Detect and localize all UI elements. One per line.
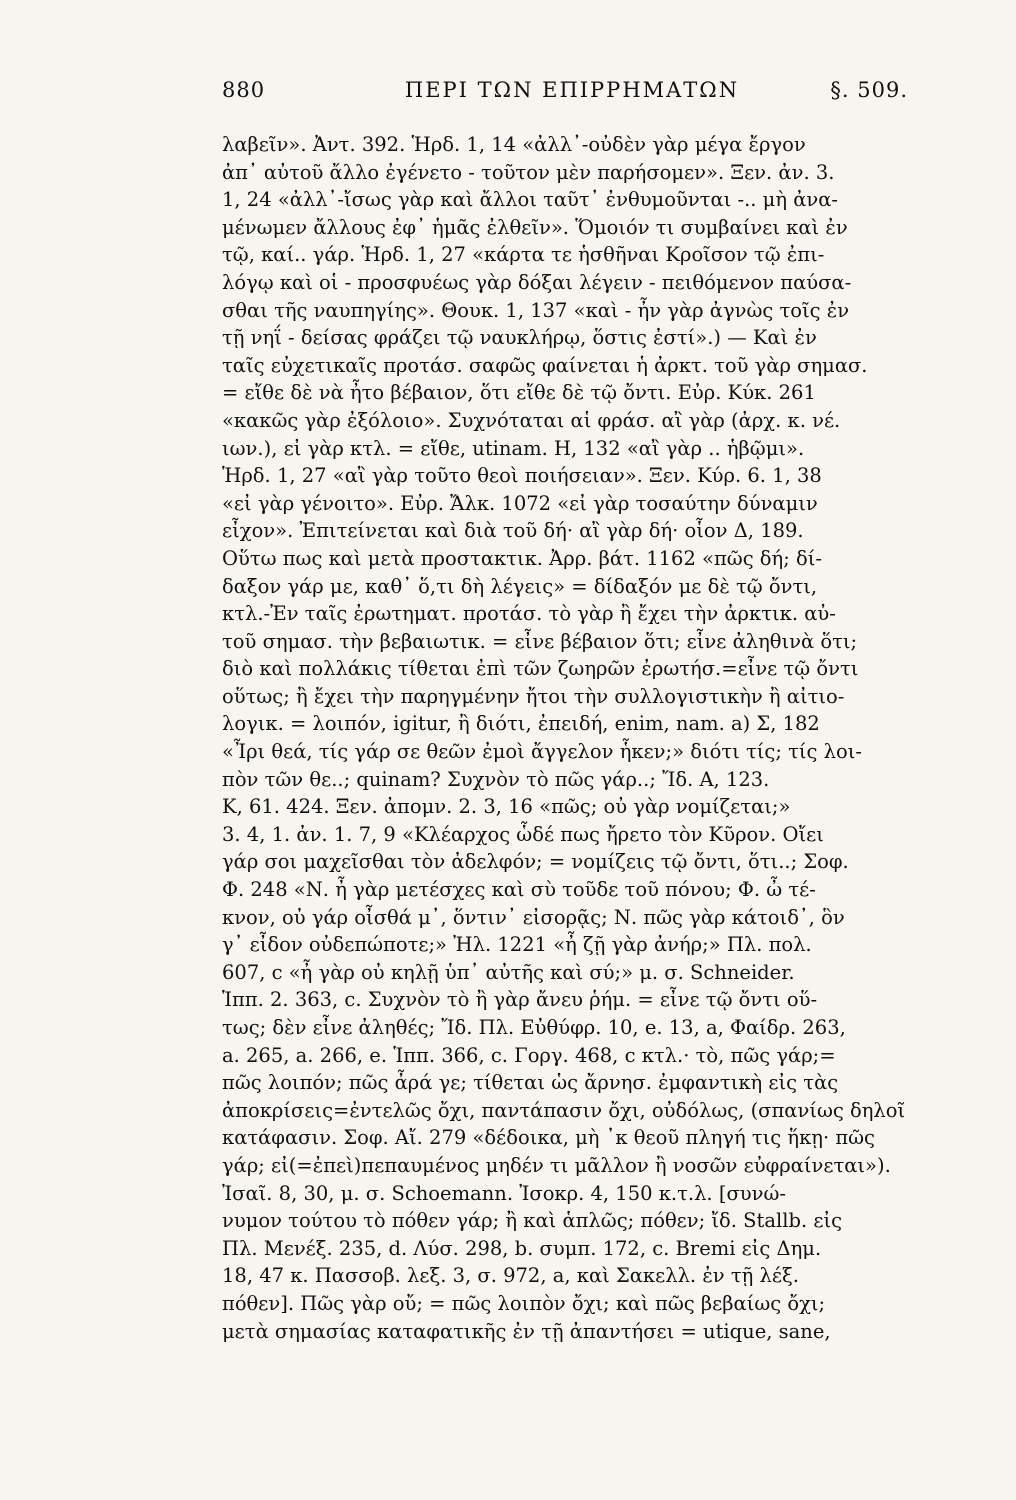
text-line: τῷ, καί.. γάρ. Ἡρδ. 1, 27 «κάρτα τε ἡσθῆναι Κροῖσον τῷ ἐπι- <box>222 243 825 267</box>
text-line: «κακῶς γὰρ ἐξόλοιο». Συχνόταται αἱ φράσ. αἲ γὰρ (ἀρχ. κ. νέ. <box>222 408 841 432</box>
running-title: ΠΕΡΙ ΤΩΝ ΕΠΙΡΡΗΜΑΤΩΝ <box>404 78 740 102</box>
text-line: γάρ σοι μαχεῖσθαι τὸν ἀδελφόν; = νομίζεις τῷ ὄντι, ὅτι..; Σοφ. <box>222 850 849 874</box>
text-line: = εἴθε δὲ νὰ ἦτο βέβαιον, ὅτι εἴθε δὲ τῷ ὄντι. Εὐρ. Κύκ. 261 <box>222 381 816 405</box>
page-number: 880 <box>222 78 266 102</box>
text-line: Φ. 248 «Ν. ἦ γὰρ μετέσχες καὶ σὺ τοῦδε τοῦ πόνου; Φ. ὦ τέ- <box>222 878 816 902</box>
text-line: λόγῳ καὶ οἱ - προσφυέως γὰρ δόξαι λέγειν - πειθόμενον παύσα- <box>222 270 852 294</box>
text-line: κνον, οὐ γάρ οἶσθά μ᾽, ὅντιν᾽ εἰσορᾷς; Ν. πῶς γὰρ κάτοιδ᾽, ὃν <box>222 905 845 929</box>
text-line: πόθεν]. Πῶς γὰρ οὔ; = πῶς λοιπὸν ὄχι; καὶ πῶς βεβαίως ὄχι; <box>222 1291 826 1315</box>
text-line: «Ἶρι θεά, τίς γάρ σε θεῶν ἐμοὶ ἄγγελον ἧκεν;» διότι τίς; τίς λοι- <box>222 740 862 764</box>
text-line: ταῖς εὐχετικαῖς προτάσ. σαφῶς φαίνεται ἡ ἀρκτ. τοῦ γὰρ σημασ. <box>222 353 868 377</box>
text-line: 1, 24 «ἀλλ᾽-ἴσως γὰρ καὶ ἄλλοι ταῦτ᾽ ἐνθυμοῦνται -.. μὴ ἀνα- <box>222 188 839 212</box>
text-line: τως; δὲν εἶνε ἀληθές; Ἴδ. Πλ. Εὐθύφρ. 10, e. 13, a, Φαίδρ. 263, <box>222 1016 846 1039</box>
text-line: εἶχον». Ἐπιτείνεται καὶ διὰ τοῦ δή· αἲ γὰρ δή· οἷον Δ, 189. <box>222 519 804 543</box>
text-line: μένωμεν ἄλλους ἐφ᾽ ἡμᾶς ἐλθεῖν». Ὅμοιόν τι συμβαίνει καὶ ἐν <box>222 215 848 239</box>
text-line: 18, 47 κ. Πασσοβ. λεξ. 3, σ. 972, a, καὶ Σακελλ. ἐν τῇ λέξ. <box>222 1264 799 1288</box>
text-line: κτλ.-Ἐν ταῖς ἐρωτηματ. προτάσ. τὸ γὰρ ἢ ἔχει τὴν ἀρκτικ. αὐ- <box>222 602 836 626</box>
text-line: τῇ νηΐ - δείσας φράζει τῷ ναυκλήρῳ, ὅστις ἐστί».) — Καὶ ἐν <box>222 326 817 350</box>
text-line: νυμον τούτου τὸ πόθεν γάρ; ἢ καὶ ἁπλῶς; πόθεν; ἴδ. Stallb. εἰς <box>222 1209 843 1233</box>
text-line: «εἰ γὰρ γένοιτο». Εὐρ. Ἄλκ. 1072 «εἰ γὰρ τοσαύτην δύναμιν <box>222 491 818 515</box>
text-line: πὸν τῶν θε..; quinam? Συχνὸν τὸ πῶς γάρ..; Ἴδ. Α, 123. <box>222 767 770 791</box>
running-header <box>222 78 908 114</box>
main-text-block <box>222 131 910 1345</box>
text-line: Πλ. Μενέξ. 235, d. Λύσ. 298, b. συμπ. 172, c. Bremi εἰς Δημ. <box>222 1236 822 1260</box>
text-line: μετὰ σημασίας καταφατικῆς ἐν τῇ ἀπαντήσει = utique, sane, <box>222 1319 831 1343</box>
text-line: Ἰσαῖ. 8, 30, μ. σ. Schoemann. Ἰσοκρ. 4, 150 κ.τ.λ. [συνώ- <box>222 1181 786 1205</box>
text-line: γάρ; εἰ(=ἐπεὶ)πεπαυμένος μηδέν τι μᾶλλον ἢ νοσῶν εὐφραίνεται»). <box>222 1153 891 1177</box>
text-line: διὸ καὶ πολλάκις τίθεται ἐπὶ τῶν ζωηρῶν ἐρωτήσ.=εἶνε τῷ ὄντι <box>222 657 859 681</box>
text-line: Οὕτω πως καὶ μετὰ προστακτικ. Ἀρρ. βάτ. 1162 «πῶς δή; δί- <box>222 546 822 570</box>
section-number: §. 509. <box>830 78 908 102</box>
text-line: δαξον γάρ με, καθ᾽ ὅ,τι δὴ λέγεις» = δίδαξόν με δὲ τῷ ὄντι, <box>222 574 818 598</box>
text-line: Κ, 61. 424. Ξεν. ἀπομν. 2. 3, 16 «πῶς; οὐ γὰρ νομίζεται;» <box>222 795 791 819</box>
text-line: τοῦ σημασ. τὴν βεβαιωτικ. = εἶνε βέβαιον ὅτι; εἶνε ἀληθινὰ ὅτι; <box>222 629 858 653</box>
text-line: a. 265, a. 266, e. Ἱππ. 366, c. Γοργ. 468, c κτλ.· τὸ, πῶς γάρ;= <box>222 1043 836 1067</box>
text-line: 607, c «ἦ γὰρ οὐ κηλῇ ὑπ᾽ αὐτῆς καὶ σύ;» μ. σ. Schneider. <box>222 960 795 984</box>
text-line: ιων.), εἰ γὰρ κτλ. = εἴθε, utinam. Η, 132 «αἲ γὰρ .. ἡβῷμι». <box>222 436 805 460</box>
text-line: ἀπ᾽ αὐτοῦ ἄλλο ἐγένετο - τοῦτον μὲν παρήσομεν». Ξεν. ἀν. 3. <box>222 160 835 184</box>
text-line: οὕτως; ἢ ἔχει τὴν παρηγμένην ἤτοι τὴν συλλογιστικὴν ἢ αἰτιο- <box>222 684 845 708</box>
text-line: ἀποκρίσεις=ἐντελῶς ὄχι, παντάπασιν ὄχι, οὐδόλως, (σπανίως δηλοῖ <box>222 1098 906 1122</box>
text-line: πῶς λοιπόν; πῶς ἆρά γε; τίθεται ὡς ἄρνησ. ἐμφαντικὴ εἰς τὰς <box>222 1071 839 1095</box>
text-line: λογικ. = λοιπόν, igitur, ἢ διότι, ἐπειδή, enim, nam. a) Σ, 182 <box>222 712 820 736</box>
text-line: κατάφασιν. Σοφ. Αἴ. 279 «δέδοικα, μὴ ᾽κ θεοῦ πληγή τις ἥκῃ· πῶς <box>222 1126 875 1150</box>
text-line: γ᾽ εἶδον οὐδεπώποτε;» Ἠλ. 1221 «ἦ ζῇ γὰρ ἀνήρ;» Πλ. πολ. <box>222 933 812 957</box>
text-line: 3. 4, 1. ἀν. 1. 7, 9 «Κλέαρχος ὧδέ πως ἤρετο τὸν Κῦρον. Οἴει <box>222 822 824 846</box>
text-line: Ἱππ. 2. 363, c. Συχνὸν τὸ ἢ γὰρ ἄνευ ῥήμ. = εἶνε τῷ ὄντι οὕ- <box>222 988 818 1012</box>
text-line: σθαι τῆς ναυπηγίης». Θουκ. 1, 137 «καὶ - ἦν γὰρ ἀγνὼς τοῖς ἐν <box>222 298 850 322</box>
text-line: Ἡρδ. 1, 27 «αἲ γὰρ τοῦτο θεοὶ ποιήσειαν». Ξεν. Κύρ. 6. 1, 38 <box>222 464 822 488</box>
text-line: λαβεῖν». Ἀντ. 392. Ἡρδ. 1, 14 «ἀλλ᾽-οὐδὲν γὰρ μέγα ἔργον <box>222 133 806 156</box>
